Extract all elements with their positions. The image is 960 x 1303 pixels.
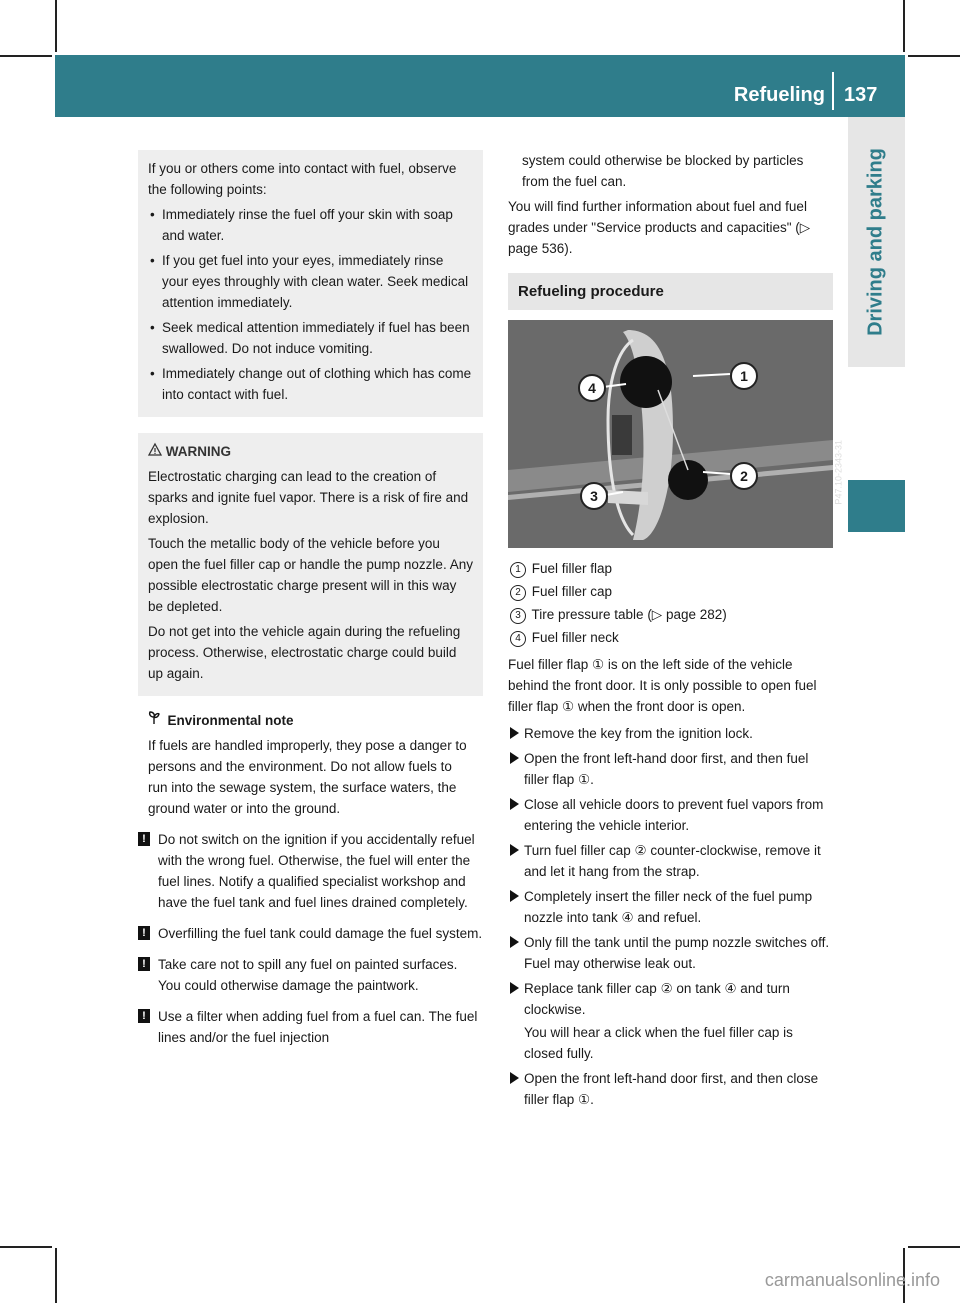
environmental-note [138, 710, 483, 819]
legend-item [508, 581, 833, 602]
crop-mark [0, 55, 52, 57]
fuel-contact-box [138, 150, 483, 417]
step-text: Replace tank filler cap ② on tank ④ and turn clockwise. [524, 981, 790, 1017]
procedure-step [508, 932, 833, 974]
intro-paragraph: Fuel filler flap ① is on the left side of the vehicle behind the front door. It is only possible to open fuel filler flap ① when the front door is open. [508, 657, 817, 714]
step-text: Remove the key from the ignition lock. [524, 726, 753, 741]
legend-number: 4 [510, 631, 526, 647]
section-heading: Refueling procedure [508, 273, 833, 310]
continuation-text: system could otherwise be blocked by particles from the fuel can. [522, 153, 804, 189]
procedure-step [508, 723, 833, 744]
step-arrow-icon [510, 890, 519, 902]
step-arrow-icon [510, 727, 519, 739]
legend-text: Fuel filler cap [531, 584, 613, 599]
right-column [508, 150, 844, 1114]
warning-paragraph: Touch the metallic body of the vehicle before you open the fuel filler cap or handle the pump nozzle. Any possible electrostatic charge present will in this way be depleted. [148, 536, 473, 614]
page-number: 137 [844, 84, 878, 106]
legend-text: Fuel filler neck [531, 630, 619, 645]
callout-3: 3 [580, 482, 608, 510]
warning-paragraph: Electrostatic charging can lead to the creation of sparks and ignite fuel vapor. There is a risk of fire and explosion. [148, 469, 469, 526]
callout-1: 1 [730, 362, 758, 390]
procedure-step [508, 794, 833, 836]
legend [508, 558, 833, 648]
note-text: Use a filter when adding fuel from a fuel can. The fuel lines and/or the fuel injection [158, 1009, 478, 1045]
procedure-step [508, 978, 833, 1064]
step-arrow-icon [510, 936, 519, 948]
legend-item [508, 558, 833, 579]
warning-title: WARNING [165, 444, 232, 459]
section-side-label: Driving and parking [864, 148, 887, 336]
crop-mark [903, 0, 905, 52]
callout-2: 2 [730, 462, 758, 490]
warning-heading [148, 441, 473, 462]
warning-paragraph: Do not get into the vehicle again during the refueling process. Otherwise, electrostatic charge could build up again. [148, 624, 461, 681]
callout-4: 4 [578, 374, 606, 402]
exclamation-icon: ! [138, 1009, 150, 1023]
procedure-step [508, 748, 833, 790]
legend-number: 1 [510, 562, 526, 578]
page-title: Refueling [733, 84, 825, 106]
environment-title: Environmental note [167, 713, 294, 728]
step-arrow-icon [510, 844, 519, 856]
warning-triangle-icon [148, 444, 166, 459]
note-text: Take care not to spill any fuel on painted surfaces. You could otherwise damage the paintwork. [158, 957, 458, 993]
caution-note [138, 923, 483, 944]
figure-code: P47.10-2343-31 [834, 440, 844, 505]
list-item: • Seek medical attention immediately if fuel has been swallowed. Do not induce vomiting. [148, 317, 473, 359]
crop-mark [908, 55, 960, 57]
watermark: carmanualsonline.info [764, 1270, 940, 1290]
step-arrow-icon [510, 982, 519, 994]
legend-text: Tire pressure table (▷ page 282) [531, 607, 727, 622]
legend-number: 3 [510, 608, 526, 624]
procedure-step [508, 840, 833, 882]
left-column [138, 150, 483, 1058]
step-text: Open the front left-hand door first, and then close filler flap ①. [524, 1071, 819, 1107]
exclamation-icon: ! [138, 957, 150, 971]
side-block [848, 480, 905, 532]
step-text: Turn fuel filler cap ② counter-clockwise, remove it and let it hang from the strap. [524, 843, 821, 879]
step-arrow-icon [510, 752, 519, 764]
header-separator [832, 72, 834, 110]
list-item: • If you get fuel into your eyes, immediately rinse your eyes throughly with clean water. Seek medical attention immediately. [148, 250, 473, 313]
crop-mark [0, 1246, 52, 1248]
caution-note [138, 829, 483, 913]
crop-mark [908, 1246, 960, 1248]
list-item: • Immediately change out of clothing which has come into contact with fuel. [148, 363, 473, 405]
procedure-step [508, 1068, 833, 1110]
list-item: • Immediately rinse the fuel off your skin with soap and water. [148, 204, 473, 246]
note-text: Overfilling the fuel tank could damage the fuel system. [158, 926, 483, 941]
fuel-filler-illustration [508, 320, 833, 548]
legend-text: Fuel filler flap [531, 561, 613, 576]
step-text: Only fill the tank until the pump nozzle switches off. Fuel may otherwise leak out. [524, 935, 830, 971]
caution-note [138, 1006, 483, 1048]
legend-item [508, 604, 833, 625]
step-text: Close all vehicle doors to prevent fuel vapors from entering the vehicle interior. [524, 797, 824, 833]
exclamation-icon: ! [138, 832, 150, 846]
legend-number: 2 [510, 585, 526, 601]
leaf-icon [148, 713, 164, 728]
crop-mark [55, 1248, 57, 1303]
contact-intro: If you or others come into contact with fuel, observe the following points: [148, 161, 457, 197]
step-arrow-icon [510, 798, 519, 810]
step-arrow-icon [510, 1072, 519, 1084]
further-info-text: You will find further information about fuel and fuel grades under "Service products and capacities" (▷ page 536). [508, 199, 811, 256]
environment-text: If fuels are handled improperly, they pose a danger to persons and the environment. Do not allow fuels to run into the sewage system, the surface waters, the ground water or into the ground. [148, 738, 467, 816]
note-text: Do not switch on the ignition if you accidentally refuel with the wrong fuel. Otherwise, the fuel will enter the fuel lines. Notify a qualified specialist workshop and have the fuel tank and fuel lines drained completely. [158, 832, 475, 910]
fuel-filler-figure [508, 320, 844, 548]
crop-mark [55, 0, 57, 52]
legend-item [508, 627, 833, 648]
caution-note [138, 954, 483, 996]
procedure-step [508, 886, 833, 928]
warning-box [138, 433, 483, 696]
step-extra-text: You will hear a click when the fuel filler cap is closed fully. [524, 1025, 793, 1061]
exclamation-icon: ! [138, 926, 150, 940]
step-text: Completely insert the filler neck of the fuel pump nozzle into tank ④ and refuel. [524, 889, 813, 925]
environment-heading [148, 710, 473, 731]
step-text: Open the front left-hand door first, and then fuel filler flap ①. [524, 751, 809, 787]
